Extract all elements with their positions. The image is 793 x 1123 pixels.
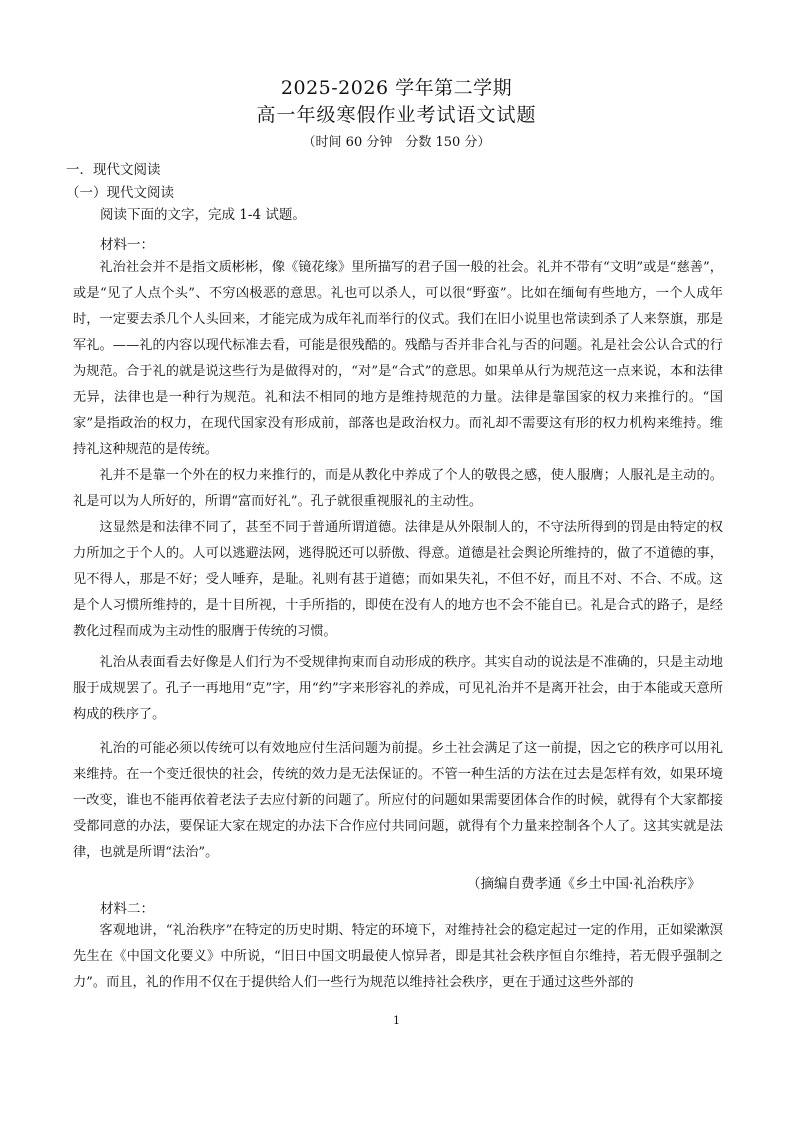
material1-paragraph-3: 这显然是和法律不同了，甚至不同于普通所谓道德。法律是从外限制人的，不守法所得到的罚是由特定的权力所加之于个人的。人可以逃避法网，逃得脱还可以骄傲、得意。道德是社会舆论所维持的，做了不道德的事，见不得人，那是不好；受人唾弃，是耻。礼则有甚于道德；而如果失礼，不但不好，而且不对、不合、不成。这是个人习惯所维持的，是十目所视，十手所指的，即使在没有人的地方也不会不能自已。礼是合式的路子，是经教化过程而成为主动性的服膺于传统的习惯。: [73, 520, 723, 639]
section-heading: 一．现代文阅读: [66, 162, 161, 178]
material1-paragraph-4: 礼治从表面看去好像是人们行为不受规律拘束而自动形成的秩序。其实自动的说法是不准确的，只是主动地服于成规罢了。孔子一再地用“克”字，用“约”字来形容礼的养成，可见礼治并不是离开社会，由于本能或天意所构成的秩序了。: [73, 655, 723, 722]
material1-source: （摘编自费孝通《乡土中国·礼治秩序》: [467, 876, 701, 892]
reading-instruction: 阅读下面的文字，完成 1-4 试题。: [100, 207, 306, 223]
exam-title-line2: 高一年级寒假作业考试语文试题: [256, 104, 537, 126]
exam-subtitle: （时间 60 分钟 分数 150 分）: [302, 135, 491, 150]
material2-label: 材料二：: [100, 901, 154, 917]
section-subheading: （一）现代文阅读: [66, 185, 174, 201]
page-number: 1: [393, 1014, 400, 1027]
material2-paragraph-1: 客观地讲，“礼治秩序”在特定的历史时期、特定的环境下，对维持社会的稳定起过一定的作用，正如梁漱溟先生在《中国文化要义》中所说，“旧日中国文明最使人惊异者，即是其社会秩序恒自尔维持，若无假乎强制之力”。而且，礼的作用不仅在于提供给人们一些行为规范以维持社会秩序，更在于通过这些外部的: [73, 923, 723, 990]
material1-paragraph-2: 礼并不是靠一个外在的权力来推行的，而是从教化中养成了个人的敬畏之感，使人服膺；人服礼是主动的。礼是可以为人所好的，所谓“富而好礼”。孔子就很重视服礼的主动性。: [73, 468, 723, 509]
material1-paragraph-5: 礼治的可能必须以传统可以有效地应付生活问题为前提。乡土社会满足了这一前提，因之它的秩序可以用礼来维持。在一个变迁很快的社会，传统的效力是无法保证的。不管一种生活的方法在过去是怎样有效，如果环境一改变，谁也不能再依着老法子去应付新的问题了。所应付的问题如果需要团体合作的时候，就得有个大家都接受都同意的办法，要保证大家在规定的办法下合作应付共同问题，就得有个力量来控制各个人了。这其实就是法律，也就是所谓“法治”。: [73, 741, 723, 860]
material1-label: 材料一：: [100, 237, 154, 253]
exam-title-line1: 2025-2026 学年第二学期: [280, 77, 513, 99]
material1-paragraph-1: 礼治社会并不是指文质彬彬，像《镜花缘》里所描写的君子国一般的社会。礼并不带有“文明”或是“慈善”，或是“见了人点个头”、不穷凶极恶的意思。礼也可以杀人，可以很“野蛮”。比如在缅甸有些地方，一个人成年时，一定要去杀几个人头回来，才能完成为成年礼而举行的仪式。我们在旧小说里也常读到杀了人来祭旗，那是军礼。——礼的内容以现代标准去看，可能是很残酷的。残酷与否并非合礼与否的问题。礼是社会公认合式的行为规范。合于礼的就是说这些行为是做得对的，“对”是“合式”的意思。如果单从行为规范这一点来说，本和法律无异，法律也是一种行为规范。礼和法不相同的地方是维持规范的力量。法律是靠国家的权力来推行的。“国家”是指政治的权力，在现代国家没有形成前，部落也是政治权力。而礼却不需要这有形的权力机构来维持。维持礼这种规范的是传统。: [73, 260, 723, 457]
